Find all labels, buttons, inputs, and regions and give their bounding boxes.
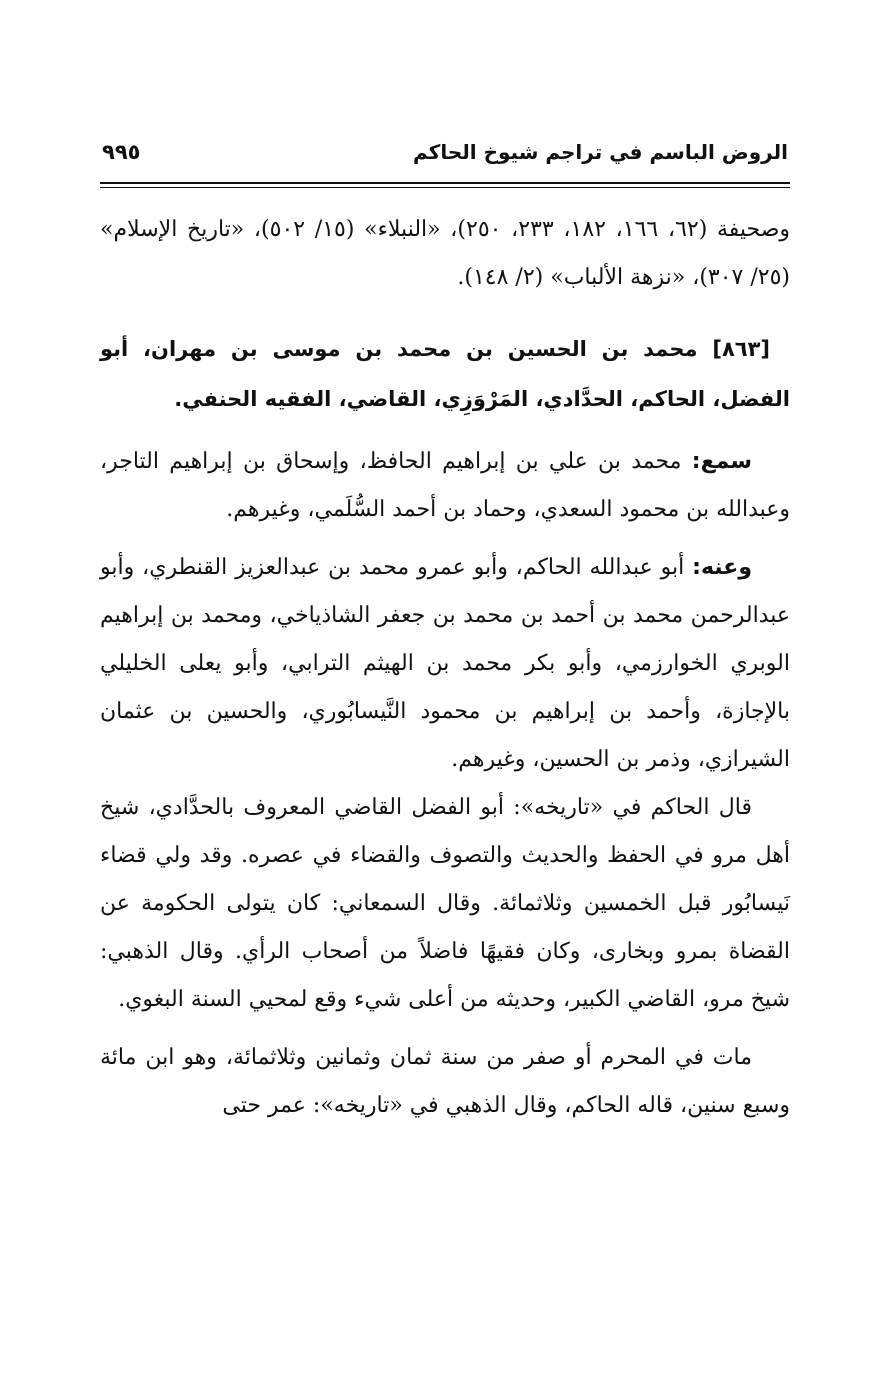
- sources-continuation: وصحيفة (٦٢، ١٦٦، ١٨٢، ٢٣٣، ٢٥٠)، «النبلاء» (١٥/ ٥٠٢)، «تاريخ الإسلام» (٢٥/ ٣٠٧)، «نزهة الألباب» (٢/ ١٤٨).: [100, 217, 791, 290]
- running-title: الروض الباسم في تراجم شيوخ الحاكم: [413, 140, 788, 164]
- page-number: ٩٩٥: [102, 140, 141, 164]
- header-rule: [100, 182, 790, 188]
- heard-label: سمع:: [691, 449, 752, 474]
- narrators-paragraph: [100, 544, 790, 784]
- page-header: [100, 140, 790, 174]
- heard-text: محمد بن علي بن إبراهيم الحافظ، وإسحاق بن إبراهيم التاجر، وعبدالله بن محمود السعدي، وحماد بن أحمد السُّلَمي، وغيرهم.: [100, 449, 790, 522]
- hakim-paragraph: قال الحاكم في «تاريخه»: أبو الفضل القاضي المعروف بالحدَّادي، شيخ أهل مرو في الحفظ والحديث والتصوف والقضاء في عصره. وقد ولي قضاء نَيسابُور قبل الخمسين وثلاثمائة. وقال السمعاني: كان يتولى الحكومة عن القضاة بمرو وبخارى، وكان فقيهًا فاضلاً من أصحاب الرأي. وقال الذهبي: شيخ مرو، القاضي الكبير، وحديثه من أعلى شيء وقع لمحيي السنة البغوي.: [100, 795, 790, 1012]
- from-text: أبو عبدالله الحاكم، وأبو عمرو محمد بن عبدالعزيز القنطري، وأبو عبدالرحمن محمد بن أحمد بن محمد بن جعفر الشاذياخي، ومحمد بن إبراهيم الوبري الخوارزمي، وأبو بكر محمد بن الهيثم الترابي، وأبو يعلى الخليلي بالإجازة، وأحمد بن إبراهيم بن محمود النَّيسابُوري، والحسين بن عثمان الشيرازي، وذمر بن الحسين، وغيرهم.: [100, 555, 791, 772]
- from-label: وعنه:: [692, 555, 752, 580]
- book-page: [100, 140, 790, 1130]
- death-paragraph: مات في المحرم أو صفر من سنة ثمان وثمانين وثلاثمائة، وهو ابن مائة وسبع سنين، قاله الحاكم، وقال الذهبي في «تاريخه»: عمر حتى: [100, 1045, 790, 1118]
- page-body: [100, 206, 790, 1130]
- heard-from-paragraph: [100, 438, 790, 534]
- biography-heading: [٨٦٣] محمد بن الحسين بن محمد بن موسى بن مهران، أبو الفضل، الحاكم، الحدَّادي، المَرْوَزِي، القاضي، الفقيه الحنفي.: [100, 337, 790, 411]
